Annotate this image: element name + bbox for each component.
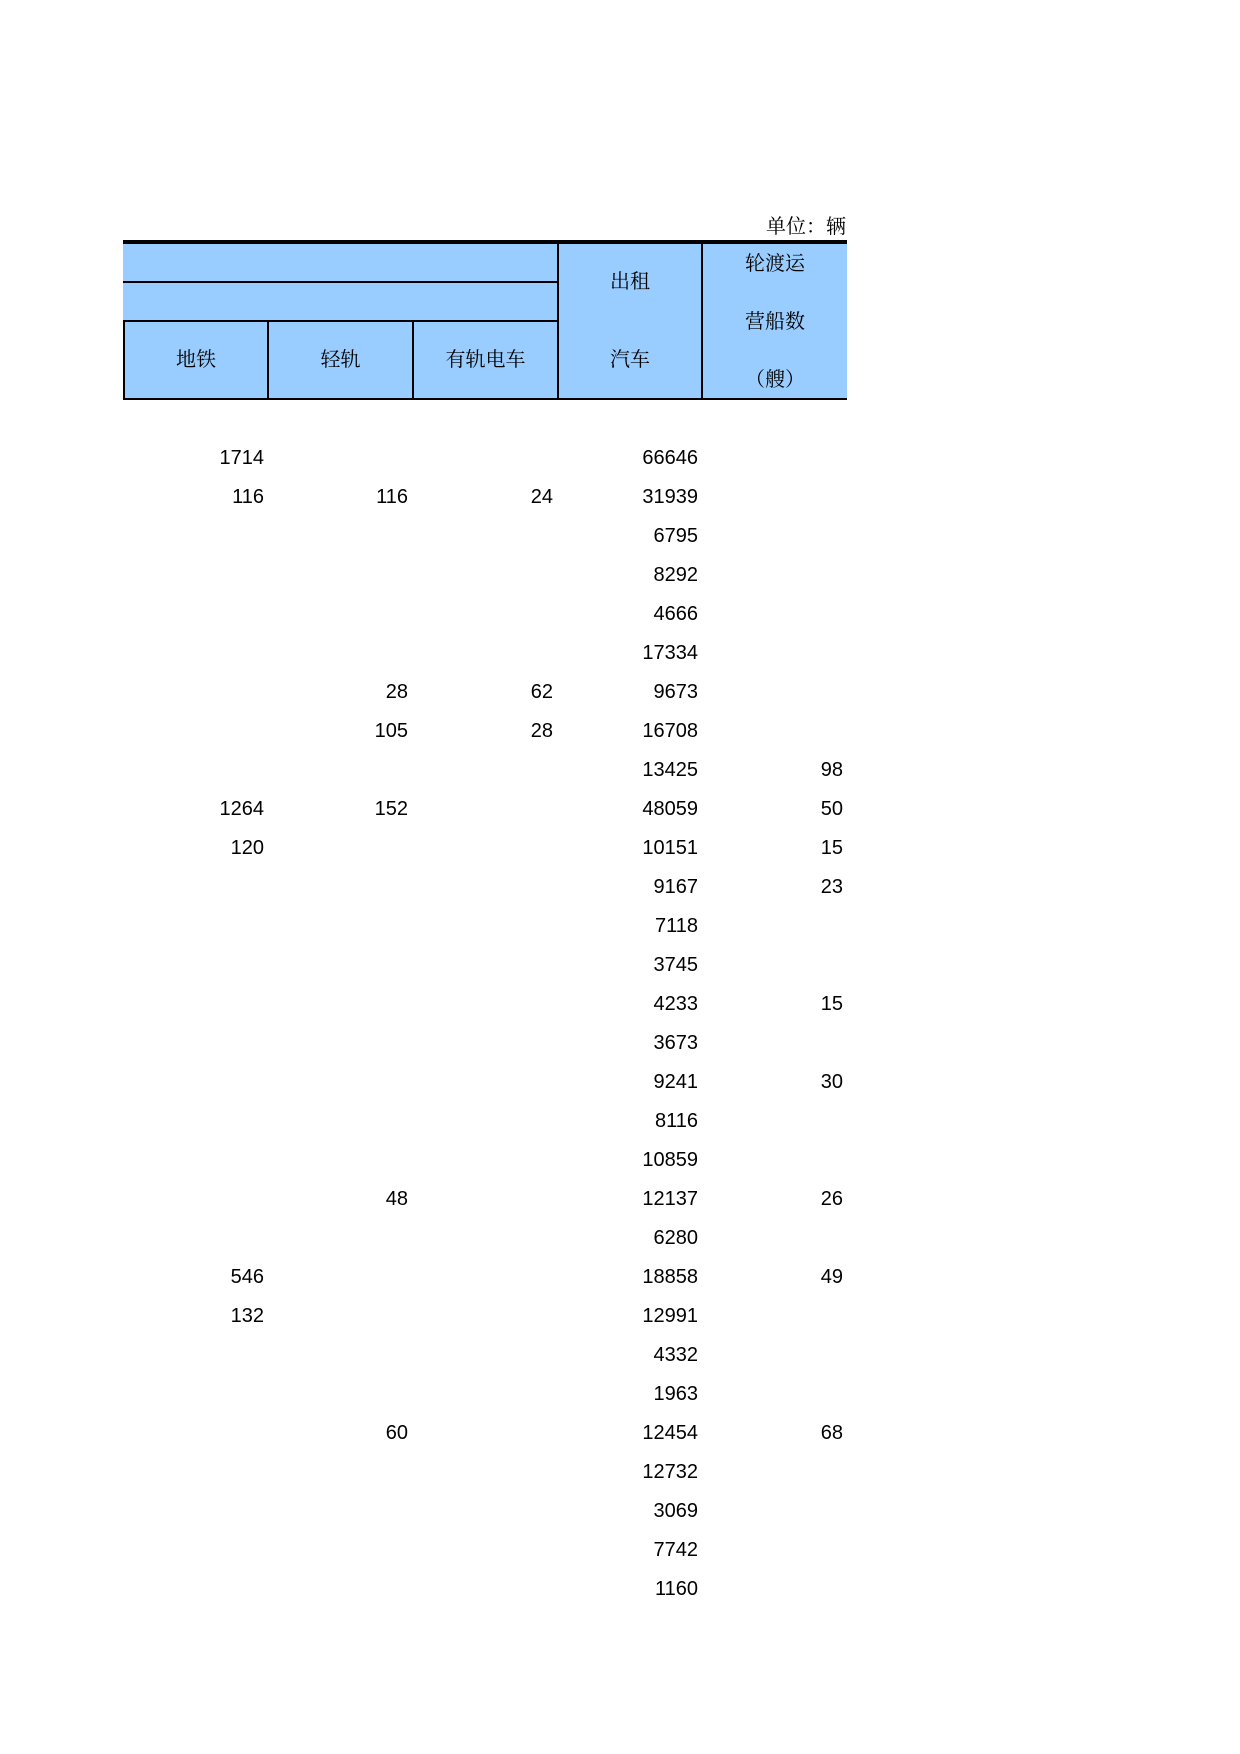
cell-light-rail <box>268 556 408 595</box>
cell-subway <box>123 595 264 634</box>
cell-subway <box>123 985 264 1024</box>
cell-taxi: 16708 <box>642 720 698 742</box>
cell-taxi: 12991 <box>642 1305 698 1327</box>
cell-subway <box>123 751 264 790</box>
cell-ferry <box>703 946 843 985</box>
table-row <box>123 1141 847 1180</box>
cell-subway <box>123 1375 264 1414</box>
cell-light-rail <box>268 1063 408 1102</box>
cell-subway: 132 <box>230 1305 264 1327</box>
cell-subway <box>123 1570 264 1609</box>
cell-subway <box>123 868 264 907</box>
cell-tram <box>413 985 553 1024</box>
cell-light-rail: 152 <box>374 798 408 820</box>
cell-tram <box>413 1297 553 1336</box>
cell-tram <box>413 1336 553 1375</box>
cell-light-rail <box>268 868 408 907</box>
cell-ferry <box>703 556 843 595</box>
cell-taxi: 4233 <box>653 993 698 1015</box>
table-row <box>123 1492 847 1531</box>
cell-tram <box>413 790 553 829</box>
cell-light-rail <box>268 1375 408 1414</box>
cell-taxi: 31939 <box>642 486 698 508</box>
cell-subway <box>123 1453 264 1492</box>
cell-subway <box>123 1336 264 1375</box>
cell-subway <box>123 517 264 556</box>
cell-ferry <box>703 712 843 751</box>
cell-tram <box>413 595 553 634</box>
col-header-ferry-line1: 轮渡运 <box>745 251 805 275</box>
cell-taxi: 12454 <box>642 1422 698 1444</box>
table-row <box>123 1531 847 1570</box>
cell-taxi: 48059 <box>642 798 698 820</box>
cell-ferry: 15 <box>820 993 843 1015</box>
cell-subway <box>123 1063 264 1102</box>
table-row <box>123 1375 847 1414</box>
cell-light-rail <box>268 946 408 985</box>
cell-taxi: 8292 <box>653 564 698 586</box>
cell-light-rail <box>268 1453 408 1492</box>
table-row <box>123 1024 847 1063</box>
cell-taxi: 7742 <box>653 1539 698 1561</box>
cell-light-rail <box>268 985 408 1024</box>
cell-ferry <box>703 1375 843 1414</box>
unit-label: 单位：辆 <box>766 214 846 238</box>
cell-subway <box>123 556 264 595</box>
cell-subway <box>123 1102 264 1141</box>
cell-subway <box>123 1180 264 1219</box>
cell-ferry: 68 <box>820 1422 843 1444</box>
cell-ferry: 49 <box>820 1266 843 1288</box>
cell-taxi: 3673 <box>653 1032 698 1054</box>
cell-tram: 62 <box>530 681 553 703</box>
table-row <box>123 907 847 946</box>
cell-subway <box>123 946 264 985</box>
cell-tram <box>413 634 553 673</box>
cell-ferry: 15 <box>820 837 843 859</box>
cell-ferry: 30 <box>820 1071 843 1093</box>
cell-ferry <box>703 1453 843 1492</box>
cell-tram <box>413 1453 553 1492</box>
cell-taxi: 6280 <box>653 1227 698 1249</box>
cell-taxi: 3069 <box>653 1500 698 1522</box>
cell-tram <box>413 1024 553 1063</box>
cell-tram: 24 <box>530 486 553 508</box>
cell-tram <box>413 1531 553 1570</box>
cell-ferry: 26 <box>820 1188 843 1210</box>
cell-light-rail <box>268 595 408 634</box>
table-row <box>123 1063 847 1102</box>
table-body <box>123 439 847 1609</box>
cell-light-rail <box>268 907 408 946</box>
cell-subway <box>123 634 264 673</box>
cell-taxi: 7118 <box>654 915 698 937</box>
cell-ferry <box>703 907 843 946</box>
cell-subway: 546 <box>230 1266 264 1288</box>
cell-subway <box>123 1531 264 1570</box>
cell-light-rail <box>268 1024 408 1063</box>
table-row <box>123 1219 847 1258</box>
cell-taxi: 1963 <box>653 1383 698 1405</box>
table-row <box>123 634 847 673</box>
cell-subway: 1714 <box>219 447 264 469</box>
col-header-subway: 地铁 <box>176 347 216 371</box>
cell-tram <box>413 517 553 556</box>
table-row <box>123 868 847 907</box>
cell-tram <box>413 1141 553 1180</box>
cell-light-rail <box>268 1102 408 1141</box>
cell-tram <box>413 1180 553 1219</box>
table-row <box>123 1258 847 1297</box>
cell-ferry <box>703 1336 843 1375</box>
cell-light-rail <box>268 439 408 478</box>
cell-ferry <box>703 1141 843 1180</box>
header-rule <box>123 281 558 283</box>
cell-subway <box>123 673 264 712</box>
cell-ferry <box>703 1297 843 1336</box>
cell-tram <box>413 1063 553 1102</box>
table-row <box>123 1297 847 1336</box>
cell-light-rail <box>268 1492 408 1531</box>
table-row <box>123 1180 847 1219</box>
table-row <box>123 517 847 556</box>
cell-ferry <box>703 1570 843 1609</box>
cell-taxi: 66646 <box>642 447 698 469</box>
cell-light-rail <box>268 1297 408 1336</box>
cell-tram <box>413 946 553 985</box>
cell-subway <box>123 1141 264 1180</box>
col-header-taxi-line2: 汽车 <box>610 347 650 371</box>
cell-light-rail <box>268 829 408 868</box>
cell-subway: 120 <box>230 837 264 859</box>
cell-light-rail <box>268 751 408 790</box>
cell-tram <box>413 1102 553 1141</box>
cell-tram <box>413 868 553 907</box>
cell-light-rail <box>268 634 408 673</box>
table-row <box>123 556 847 595</box>
cell-tram <box>413 1375 553 1414</box>
col-header-ferry-line2: 营船数 <box>745 309 805 333</box>
cell-tram <box>413 1492 553 1531</box>
cell-taxi: 13425 <box>642 759 698 781</box>
table-row <box>123 1336 847 1375</box>
cell-tram <box>413 751 553 790</box>
cell-taxi: 3745 <box>653 954 698 976</box>
cell-light-rail <box>268 1258 408 1297</box>
header-bottom-rule <box>123 398 847 400</box>
cell-tram <box>413 439 553 478</box>
table-row <box>123 1102 847 1141</box>
cell-taxi: 9241 <box>653 1071 698 1093</box>
cell-tram <box>413 1414 553 1453</box>
cell-light-rail: 28 <box>385 681 408 703</box>
cell-subway <box>123 1219 264 1258</box>
cell-light-rail <box>268 1531 408 1570</box>
cell-subway: 1264 <box>219 798 264 820</box>
table-row <box>123 829 847 868</box>
table-row <box>123 1453 847 1492</box>
cell-tram <box>413 1219 553 1258</box>
cell-light-rail <box>268 1141 408 1180</box>
cell-taxi: 6795 <box>653 525 698 547</box>
cell-ferry: 98 <box>820 759 843 781</box>
table-row <box>123 985 847 1024</box>
col-header-ferry-line3: （艘） <box>745 367 805 391</box>
cell-tram <box>413 1258 553 1297</box>
cell-taxi: 12137 <box>642 1188 698 1210</box>
table-row <box>123 439 847 478</box>
cell-ferry <box>703 478 843 517</box>
cell-light-rail <box>268 1570 408 1609</box>
table-row <box>123 673 847 712</box>
cell-ferry <box>703 1531 843 1570</box>
cell-light-rail <box>268 1336 408 1375</box>
table-row <box>123 1570 847 1609</box>
cell-taxi: 8116 <box>654 1110 698 1132</box>
cell-ferry <box>703 1024 843 1063</box>
cell-tram <box>413 829 553 868</box>
cell-subway <box>123 1024 264 1063</box>
cell-light-rail <box>268 517 408 556</box>
cell-ferry <box>703 634 843 673</box>
cell-ferry <box>703 1219 843 1258</box>
cell-ferry <box>703 595 843 634</box>
cell-subway <box>123 1492 264 1531</box>
cell-ferry <box>703 439 843 478</box>
table-row <box>123 790 847 829</box>
cell-taxi: 12732 <box>642 1461 698 1483</box>
cell-ferry <box>703 517 843 556</box>
table-row <box>123 946 847 985</box>
table-row <box>123 595 847 634</box>
cell-tram: 28 <box>530 720 553 742</box>
cell-ferry <box>703 1102 843 1141</box>
cell-subway <box>123 907 264 946</box>
cell-ferry: 50 <box>820 798 843 820</box>
cell-ferry <box>703 1492 843 1531</box>
col-header-taxi-line1: 出租 <box>610 269 650 293</box>
cell-tram <box>413 1570 553 1609</box>
cell-tram <box>413 556 553 595</box>
cell-subway <box>123 712 264 751</box>
cell-light-rail: 116 <box>376 486 408 508</box>
cell-taxi: 18858 <box>642 1266 698 1288</box>
cell-taxi: 1160 <box>654 1578 698 1600</box>
table-row <box>123 1414 847 1453</box>
cell-light-rail: 60 <box>385 1422 408 1444</box>
header-divider <box>557 244 559 400</box>
cell-taxi: 10151 <box>642 837 698 859</box>
table-row <box>123 751 847 790</box>
cell-ferry <box>703 673 843 712</box>
cell-subway <box>123 1414 264 1453</box>
cell-light-rail: 105 <box>374 720 408 742</box>
cell-taxi: 17334 <box>642 642 698 664</box>
header-rule <box>123 320 558 322</box>
cell-light-rail <box>268 1219 408 1258</box>
cell-taxi: 9167 <box>653 876 698 898</box>
cell-tram <box>413 907 553 946</box>
cell-taxi: 4666 <box>653 603 698 625</box>
cell-taxi: 4332 <box>653 1344 698 1366</box>
table-row <box>123 712 847 751</box>
cell-ferry: 23 <box>820 876 843 898</box>
cell-subway: 116 <box>232 486 264 508</box>
cell-light-rail: 48 <box>385 1188 408 1210</box>
cell-taxi: 10859 <box>642 1149 698 1171</box>
table-row <box>123 478 847 517</box>
cell-taxi: 9673 <box>653 681 698 703</box>
col-header-light-rail: 轻轨 <box>320 347 361 371</box>
col-header-tram: 有轨电车 <box>445 347 526 371</box>
